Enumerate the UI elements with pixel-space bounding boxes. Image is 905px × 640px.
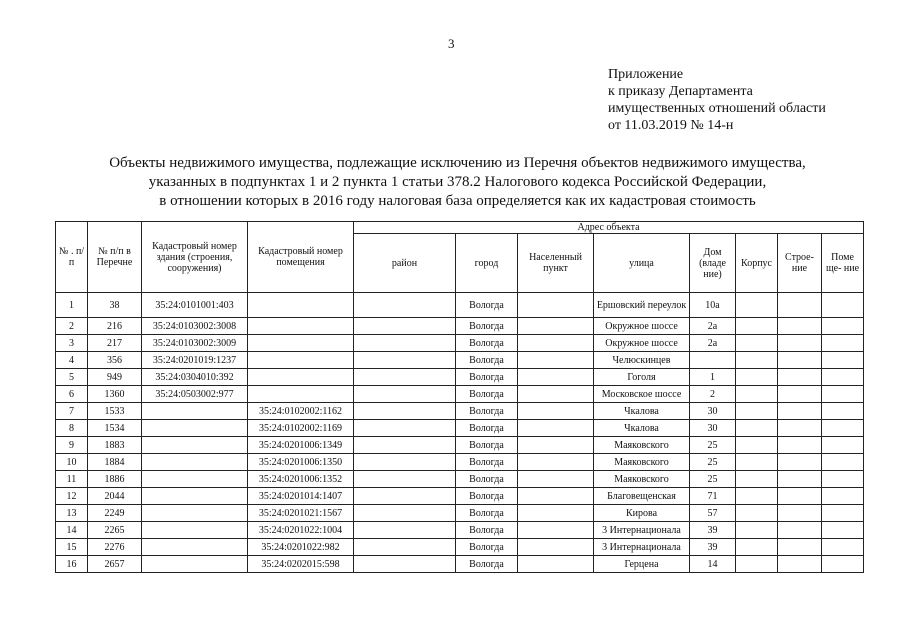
cell-settlement (518, 420, 594, 437)
cell-room-cadastral: 35:24:0202015:598 (248, 556, 354, 573)
header-num: № . п/п (56, 222, 88, 293)
cell-pomeshchenie (822, 556, 864, 573)
cell-building-cadastral (142, 437, 248, 454)
cell-room-cadastral (248, 352, 354, 369)
cell-settlement (518, 293, 594, 318)
cell-pomeshchenie (822, 454, 864, 471)
cell-house: 25 (690, 437, 736, 454)
header-korpus: Корпус (736, 234, 778, 293)
cell-korpus (736, 556, 778, 573)
cell-room-cadastral (248, 386, 354, 403)
title-line: в отношении которых в 2016 году налоговая база определяется как их кадастровая стоимость (159, 193, 756, 209)
cell-list-num: 2249 (88, 505, 142, 522)
header-list-num: № п/п в Перечне (88, 222, 142, 293)
cell-stroenie (778, 471, 822, 488)
cell-city: Вологда (456, 420, 518, 437)
cell-stroenie (778, 420, 822, 437)
cell-settlement (518, 522, 594, 539)
cell-building-cadastral (142, 403, 248, 420)
cell-korpus (736, 369, 778, 386)
cell-room-cadastral (248, 318, 354, 335)
cell-stroenie (778, 352, 822, 369)
header-district: район (354, 234, 456, 293)
cell-building-cadastral: 35:24:0304010:392 (142, 369, 248, 386)
table-row (56, 437, 864, 454)
cell-settlement (518, 318, 594, 335)
cell-list-num: 1884 (88, 454, 142, 471)
cell-pomeshchenie (822, 539, 864, 556)
cell-pomeshchenie (822, 318, 864, 335)
cell-building-cadastral (142, 454, 248, 471)
cell-house: 30 (690, 420, 736, 437)
cell-korpus (736, 318, 778, 335)
cell-list-num: 2276 (88, 539, 142, 556)
cell-pomeshchenie (822, 420, 864, 437)
cell-settlement (518, 454, 594, 471)
cell-num: 13 (56, 505, 88, 522)
cell-house: 39 (690, 522, 736, 539)
cell-street: Маяковского (594, 471, 690, 488)
cell-stroenie (778, 505, 822, 522)
cell-num: 8 (56, 420, 88, 437)
cell-korpus (736, 352, 778, 369)
cell-list-num: 2265 (88, 522, 142, 539)
cell-house: 39 (690, 539, 736, 556)
cell-building-cadastral (142, 556, 248, 573)
header-city: город (456, 234, 518, 293)
cell-building-cadastral (142, 420, 248, 437)
cell-room-cadastral: 35:24:0102002:1162 (248, 403, 354, 420)
cell-room-cadastral: 35:24:0201014:1407 (248, 488, 354, 505)
cell-city: Вологда (456, 471, 518, 488)
cell-district (354, 318, 456, 335)
cell-korpus (736, 437, 778, 454)
cell-stroenie (778, 488, 822, 505)
table-row (56, 556, 864, 573)
cell-building-cadastral (142, 471, 248, 488)
cell-district (354, 420, 456, 437)
cell-building-cadastral (142, 505, 248, 522)
cell-list-num: 949 (88, 369, 142, 386)
cell-stroenie (778, 386, 822, 403)
cell-num: 16 (56, 556, 88, 573)
cell-house: 1 (690, 369, 736, 386)
cell-num: 14 (56, 522, 88, 539)
cell-house: 30 (690, 403, 736, 420)
cell-room-cadastral: 35:24:0201021:1567 (248, 505, 354, 522)
cell-street: Маяковского (594, 454, 690, 471)
cell-street: Герцена (594, 556, 690, 573)
cell-korpus (736, 471, 778, 488)
cell-num: 1 (56, 293, 88, 318)
cell-room-cadastral: 35:24:0201022:982 (248, 539, 354, 556)
cell-city: Вологда (456, 454, 518, 471)
cell-stroenie (778, 556, 822, 573)
appendix-line: от 11.03.2019 № 14-н (608, 118, 734, 133)
cell-list-num: 356 (88, 352, 142, 369)
table-row (56, 471, 864, 488)
table-row (56, 454, 864, 471)
cell-building-cadastral: 35:24:0103002:3008 (142, 318, 248, 335)
cell-settlement (518, 403, 594, 420)
cell-city: Вологда (456, 488, 518, 505)
cell-room-cadastral (248, 335, 354, 352)
cell-settlement (518, 437, 594, 454)
cell-settlement (518, 369, 594, 386)
cell-street: Маяковского (594, 437, 690, 454)
cell-pomeshchenie (822, 403, 864, 420)
table-row (56, 352, 864, 369)
cell-settlement (518, 539, 594, 556)
cell-room-cadastral (248, 369, 354, 386)
objects-table (55, 221, 864, 573)
cell-district (354, 335, 456, 352)
cell-stroenie (778, 539, 822, 556)
cell-num: 9 (56, 437, 88, 454)
cell-list-num: 1886 (88, 471, 142, 488)
cell-num: 2 (56, 318, 88, 335)
cell-korpus (736, 488, 778, 505)
cell-city: Вологда (456, 437, 518, 454)
cell-settlement (518, 556, 594, 573)
cell-pomeshchenie (822, 505, 864, 522)
cell-pomeshchenie (822, 352, 864, 369)
cell-pomeshchenie (822, 437, 864, 454)
cell-stroenie (778, 454, 822, 471)
cell-district (354, 471, 456, 488)
cell-building-cadastral: 35:24:0103002:3009 (142, 335, 248, 352)
cell-pomeshchenie (822, 369, 864, 386)
table-row (56, 369, 864, 386)
cell-num: 3 (56, 335, 88, 352)
cell-city: Вологда (456, 505, 518, 522)
cell-district (354, 556, 456, 573)
cell-city: Вологда (456, 522, 518, 539)
cell-korpus (736, 505, 778, 522)
cell-house: 10а (690, 293, 736, 318)
cell-korpus (736, 403, 778, 420)
table-row (56, 403, 864, 420)
cell-list-num: 2044 (88, 488, 142, 505)
cell-room-cadastral: 35:24:0201006:1349 (248, 437, 354, 454)
cell-room-cadastral: 35:24:0201006:1352 (248, 471, 354, 488)
cell-list-num: 1360 (88, 386, 142, 403)
cell-street: Благовещенская (594, 488, 690, 505)
cell-num: 4 (56, 352, 88, 369)
cell-city: Вологда (456, 335, 518, 352)
cell-building-cadastral (142, 488, 248, 505)
cell-list-num: 1533 (88, 403, 142, 420)
cell-korpus (736, 335, 778, 352)
table-row (56, 505, 864, 522)
cell-settlement (518, 335, 594, 352)
cell-district (354, 539, 456, 556)
cell-room-cadastral: 35:24:0201022:1004 (248, 522, 354, 539)
cell-house: 57 (690, 505, 736, 522)
cell-room-cadastral: 35:24:0201006:1350 (248, 454, 354, 471)
table-row (56, 293, 864, 318)
appendix-line: к приказу Департамента (608, 84, 753, 99)
cell-korpus (736, 386, 778, 403)
header-street: улица (594, 234, 690, 293)
cell-building-cadastral: 35:24:0201019:1237 (142, 352, 248, 369)
cell-street: Кирова (594, 505, 690, 522)
title-line: Объекты недвижимого имущества, подлежащие исключению из Перечня объектов недвижимого имущества, (109, 155, 806, 171)
appendix-line: Приложение (608, 67, 684, 82)
cell-building-cadastral: 35:24:0503002:977 (142, 386, 248, 403)
cell-city: Вологда (456, 556, 518, 573)
cell-district (354, 488, 456, 505)
cell-city: Вологда (456, 318, 518, 335)
cell-list-num: 216 (88, 318, 142, 335)
cell-stroenie (778, 369, 822, 386)
cell-district (354, 522, 456, 539)
cell-pomeshchenie (822, 386, 864, 403)
table-row (56, 420, 864, 437)
cell-city: Вологда (456, 539, 518, 556)
table-row (56, 522, 864, 539)
cell-settlement (518, 352, 594, 369)
cell-street: Чкалова (594, 403, 690, 420)
cell-list-num: 1883 (88, 437, 142, 454)
cell-room-cadastral: 35:24:0102002:1169 (248, 420, 354, 437)
appendix-line: имущественных отношений области (608, 101, 826, 116)
cell-pomeshchenie (822, 522, 864, 539)
cell-stroenie (778, 437, 822, 454)
cell-korpus (736, 539, 778, 556)
cell-house: 2а (690, 318, 736, 335)
cell-street: 3 Интернационала (594, 539, 690, 556)
header-house: Дом (владе ние) (690, 234, 736, 293)
cell-settlement (518, 386, 594, 403)
cell-house: 25 (690, 454, 736, 471)
cell-korpus (736, 454, 778, 471)
cell-street: Ершовский переулок (594, 293, 690, 318)
table-body (56, 293, 864, 573)
cell-district (354, 403, 456, 420)
cell-city: Вологда (456, 386, 518, 403)
appendix-block (608, 66, 826, 134)
table-row (56, 386, 864, 403)
header-building-cadastral: Кадастровый номер здания (строения, сооружения) (142, 222, 248, 293)
header-room-cadastral: Кадастровый номер помещения (248, 222, 354, 293)
cell-street: Чкалова (594, 420, 690, 437)
cell-building-cadastral: 35:24:0101001:403 (142, 293, 248, 318)
table-row (56, 335, 864, 352)
document-title (40, 154, 875, 211)
cell-korpus (736, 293, 778, 318)
cell-room-cadastral (248, 293, 354, 318)
cell-korpus (736, 522, 778, 539)
cell-settlement (518, 505, 594, 522)
cell-street: Окружное шоссе (594, 335, 690, 352)
cell-stroenie (778, 293, 822, 318)
cell-house: 25 (690, 471, 736, 488)
cell-house: 2 (690, 386, 736, 403)
cell-street: Гоголя (594, 369, 690, 386)
cell-list-num: 2657 (88, 556, 142, 573)
cell-street: 3 Интернационала (594, 522, 690, 539)
cell-city: Вологда (456, 369, 518, 386)
cell-num: 15 (56, 539, 88, 556)
cell-street: Московское шоссе (594, 386, 690, 403)
cell-district (354, 386, 456, 403)
cell-list-num: 38 (88, 293, 142, 318)
cell-house: 14 (690, 556, 736, 573)
cell-pomeshchenie (822, 471, 864, 488)
cell-district (354, 352, 456, 369)
cell-num: 5 (56, 369, 88, 386)
page-number: 3 (448, 36, 455, 51)
cell-house: 2а (690, 335, 736, 352)
cell-street: Челюскинцев (594, 352, 690, 369)
cell-building-cadastral (142, 539, 248, 556)
header-settlement: Населенный пункт (518, 234, 594, 293)
table-row (56, 318, 864, 335)
cell-pomeshchenie (822, 488, 864, 505)
cell-city: Вологда (456, 403, 518, 420)
cell-house: 71 (690, 488, 736, 505)
cell-street: Окружное шоссе (594, 318, 690, 335)
cell-list-num: 1534 (88, 420, 142, 437)
header-pomeshchenie: Поме ще- ние (822, 234, 864, 293)
cell-settlement (518, 488, 594, 505)
cell-district (354, 293, 456, 318)
cell-settlement (518, 471, 594, 488)
cell-building-cadastral (142, 522, 248, 539)
cell-num: 7 (56, 403, 88, 420)
header-address-group: Адрес объекта (354, 222, 864, 234)
cell-district (354, 505, 456, 522)
cell-house (690, 352, 736, 369)
title-line: указанных в подпунктах 1 и 2 пункта 1 статьи 378.2 Налогового кодекса Российской Федерации, (148, 174, 767, 190)
cell-pomeshchenie (822, 293, 864, 318)
cell-list-num: 217 (88, 335, 142, 352)
cell-city: Вологда (456, 293, 518, 318)
cell-pomeshchenie (822, 335, 864, 352)
cell-stroenie (778, 403, 822, 420)
cell-stroenie (778, 522, 822, 539)
cell-district (354, 454, 456, 471)
cell-stroenie (778, 335, 822, 352)
header-stroenie: Строе- ние (778, 234, 822, 293)
table-row (56, 539, 864, 556)
cell-korpus (736, 420, 778, 437)
cell-stroenie (778, 318, 822, 335)
cell-num: 12 (56, 488, 88, 505)
table-row (56, 488, 864, 505)
cell-district (354, 437, 456, 454)
cell-city: Вологда (456, 352, 518, 369)
cell-num: 10 (56, 454, 88, 471)
cell-num: 11 (56, 471, 88, 488)
cell-district (354, 369, 456, 386)
cell-num: 6 (56, 386, 88, 403)
